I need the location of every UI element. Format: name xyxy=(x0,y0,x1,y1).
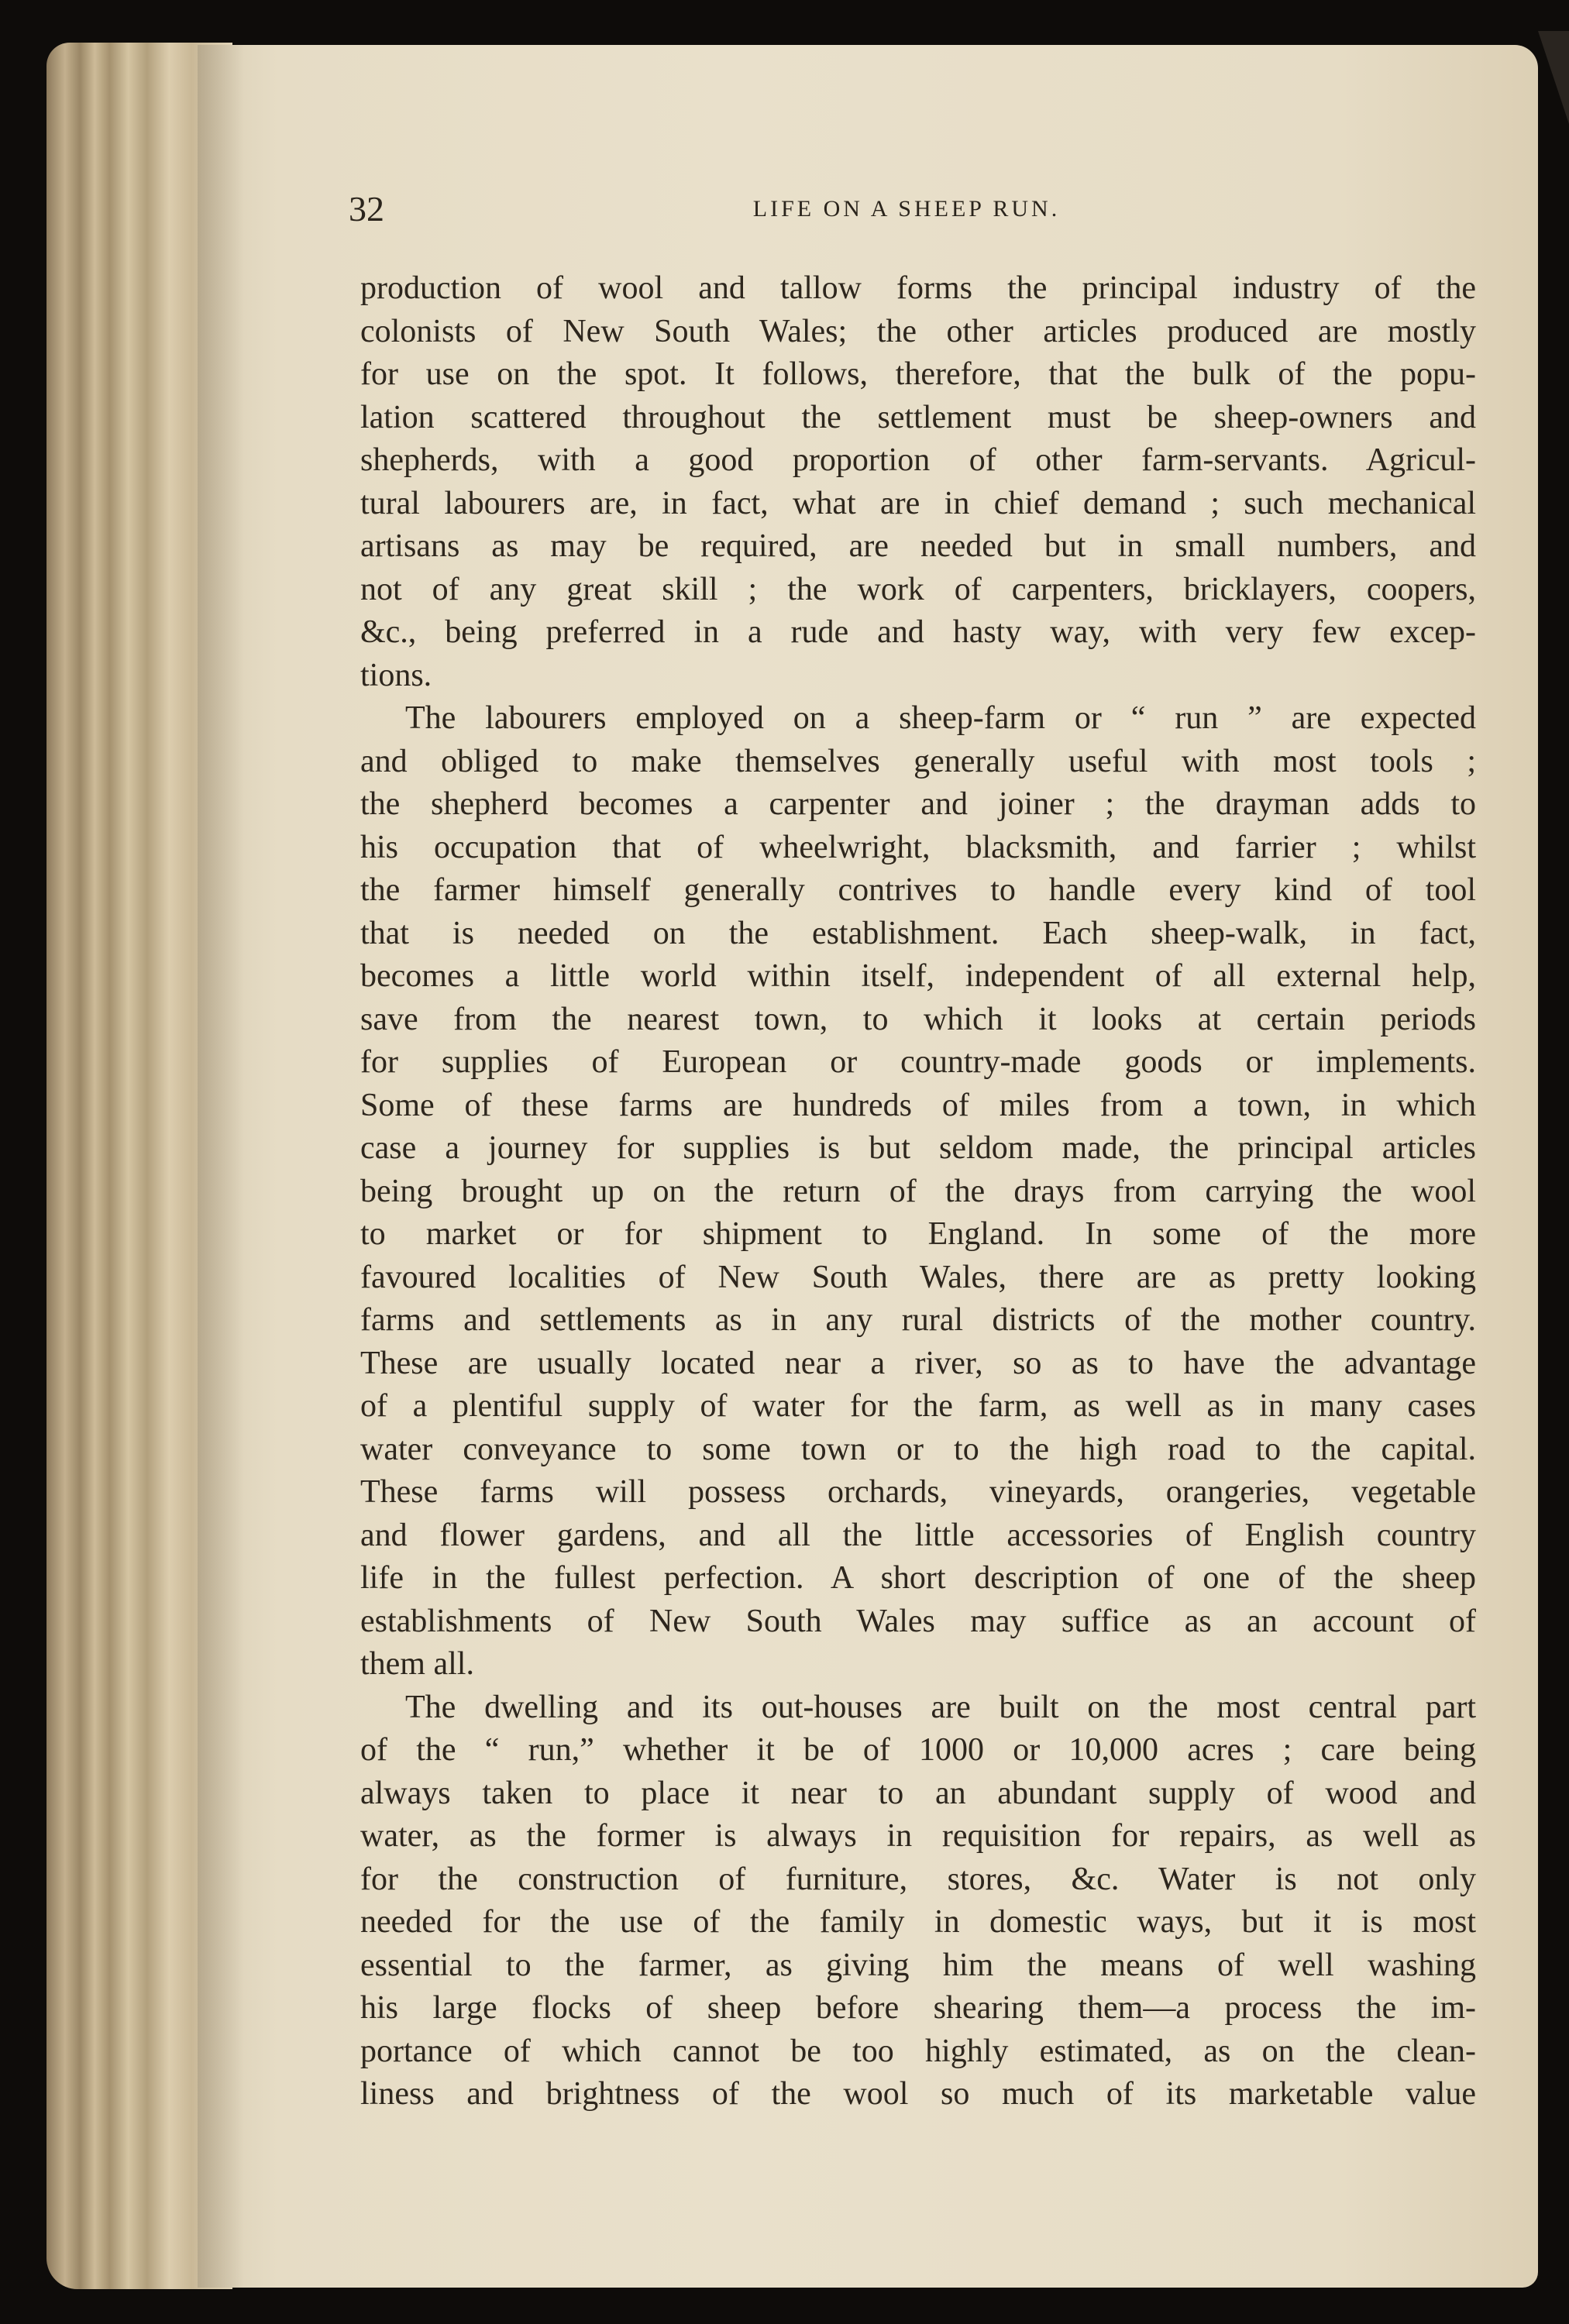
text-line: his large flocks of sheep before shearing them—a process the im- xyxy=(360,1990,1476,2026)
text-line: portance of which cannot be too highly estimated, as on the clean- xyxy=(360,2033,1476,2069)
page-number: 32 xyxy=(349,189,384,229)
text-line: becomes a little world within itself, independent of all external help, xyxy=(360,958,1476,994)
text-line: needed for the use of the family in domestic ways, but it is most xyxy=(360,1904,1476,1940)
text-line: lation scattered throughout the settlement must be sheep-owners and xyxy=(360,399,1476,435)
corner-shadow xyxy=(1538,31,1569,124)
text-line: always taken to place it near to an abundant supply of wood and xyxy=(360,1775,1476,1811)
running-head: LIFE ON A SHEEP RUN. xyxy=(752,196,1061,222)
text-line: his occupation that of wheelwright, blacksmith, and farrier ; whilst xyxy=(360,829,1476,865)
text-line: favoured localities of New South Wales, there are as pretty looking xyxy=(360,1259,1476,1295)
paragraph-2 xyxy=(360,697,1476,1686)
paragraph-1 xyxy=(360,267,1476,697)
text-line: tural labourers are, in fact, what are in chief demand ; such mechanical xyxy=(360,485,1476,521)
text-line: being brought up on the return of the drays from carrying the wool xyxy=(360,1173,1476,1209)
text-line: for use on the spot. It follows, therefore, that the bulk of the popu- xyxy=(360,356,1476,392)
text-line: &c., being preferred in a rude and hasty way, with very few excep- xyxy=(360,614,1476,650)
text-line: production of wool and tallow forms the principal industry of the xyxy=(360,270,1476,306)
text-line: establishments of New South Wales may suffice as an account of xyxy=(360,1603,1476,1639)
text-line: save from the nearest town, to which it looks at certain periods xyxy=(360,1001,1476,1037)
gutter-shadow xyxy=(198,45,244,2288)
text-line: essential to the farmer, as giving him the means of well washing xyxy=(360,1947,1476,1983)
text-line: colonists of New South Wales; the other articles produced are mostly xyxy=(360,313,1476,349)
text-line: water, as the former is always in requisition for repairs, as well as xyxy=(360,1818,1476,1854)
text-line: and obliged to make themselves generally useful with most tools ; xyxy=(360,743,1476,779)
text-line: artisans as may be required, are needed but in small numbers, and xyxy=(360,528,1476,564)
text-line: not of any great skill ; the work of carpenters, bricklayers, coopers, xyxy=(360,571,1476,607)
text-line: The labourers employed on a sheep-farm or “ run ” are expected xyxy=(405,700,1476,736)
text-line: These are usually located near a river, so as to have the advantage xyxy=(360,1345,1476,1381)
text-line: water conveyance to some town or to the high road to the capital. xyxy=(360,1431,1476,1467)
text-line: These farms will possess orchards, vineyards, orangeries, vegetable xyxy=(360,1474,1476,1510)
text-line: that is needed on the establishment. Each sheep-walk, in fact, xyxy=(360,915,1476,951)
text-line: the shepherd becomes a carpenter and joiner ; the drayman adds to xyxy=(360,786,1476,822)
text-line: liness and brightness of the wool so much of its marketable value xyxy=(360,2076,1476,2112)
text-line: the farmer himself generally contrives to handle every kind of tool xyxy=(360,872,1476,908)
text-line: farms and settlements as in any rural districts of the mother country. xyxy=(360,1302,1476,1338)
text-line: of the “ run,” whether it be of 1000 or 10,000 acres ; care being xyxy=(360,1732,1476,1768)
text-line: of a plentiful supply of water for the farm, as well as in many cases xyxy=(360,1388,1476,1424)
text-line: to market or for shipment to England. In some of the more xyxy=(360,1216,1476,1252)
text-line: them all. xyxy=(360,1646,474,1682)
text-line: shepherds, with a good proportion of other farm-servants. Agricul- xyxy=(360,442,1476,478)
text-line: and flower gardens, and all the little accessories of English country xyxy=(360,1517,1476,1553)
text-line: for the construction of furniture, stores, &c. Water is not only xyxy=(360,1861,1476,1897)
text-line: life in the fullest perfection. A short description of one of the sheep xyxy=(360,1560,1476,1596)
text-line: The dwelling and its out-houses are built on the most central part xyxy=(405,1689,1476,1725)
paragraph-3 xyxy=(360,1686,1476,2116)
body-text xyxy=(360,267,1476,2116)
text-line: tions. xyxy=(360,657,432,693)
text-line: for supplies of European or country-made goods or implements. xyxy=(360,1044,1476,1080)
text-line: Some of these farms are hundreds of miles from a town, in which xyxy=(360,1087,1476,1123)
page-header xyxy=(349,186,1464,240)
text-line: case a journey for supplies is but seldom made, the principal articles xyxy=(360,1130,1476,1166)
